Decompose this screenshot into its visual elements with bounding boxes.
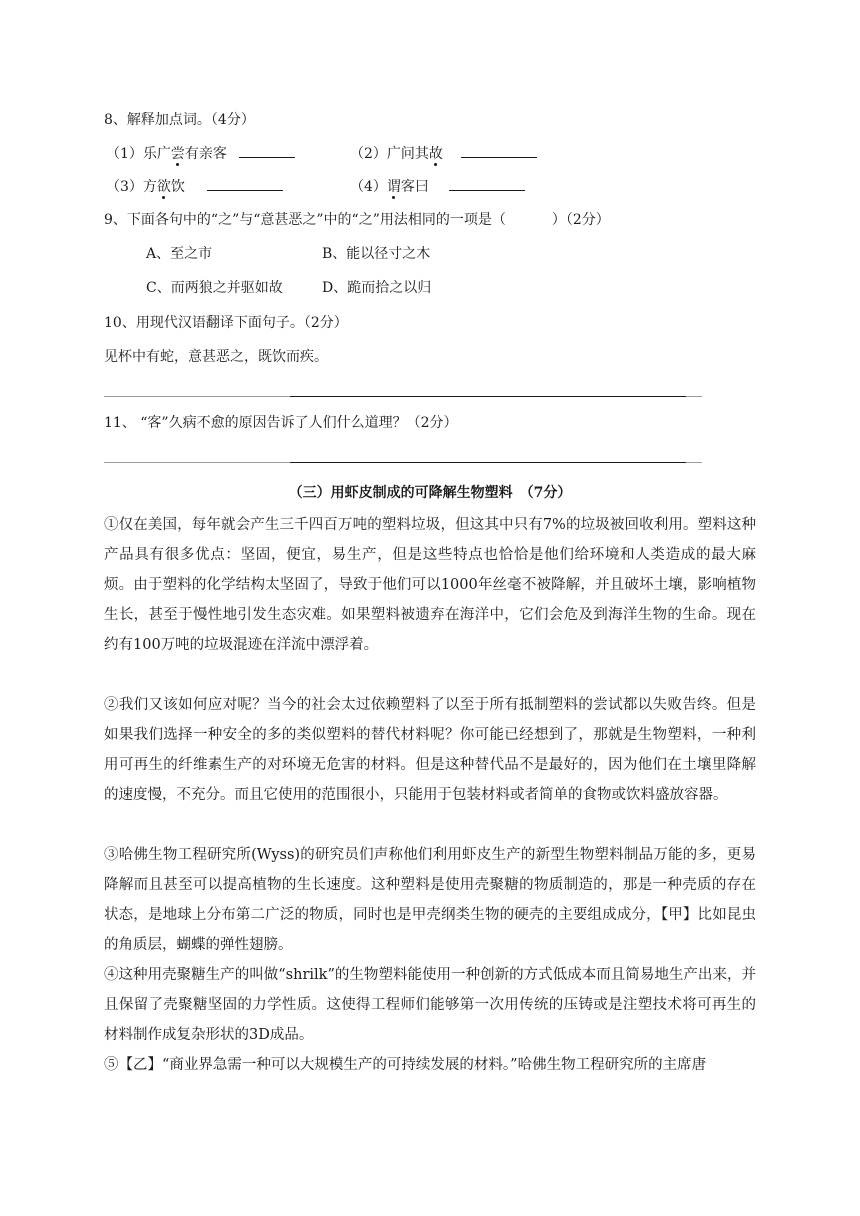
q8-item-1-dotted-word: 尝 bbox=[170, 146, 185, 162]
q8-item-3-prefix: （3）方 bbox=[106, 179, 157, 195]
q9-option-c: C、而两狼之并驱如故 bbox=[146, 280, 283, 296]
q11-answer-line-underline bbox=[290, 462, 686, 463]
paragraph-4: ④这种用壳聚糖生产的叫做“shrilk”的生物塑料能使用一种创新的方式低成本而且简易地生产出来，并且保留了壳聚糖坚固的力学性质。这使得工程师们能够第一次用传统的压铸或是注塑技术将可再生的材料制作成复杂形状的3D成品。 bbox=[104, 967, 756, 1043]
q8-item-4-answer-blank[interactable] bbox=[449, 176, 525, 191]
q9-stem bbox=[104, 210, 610, 230]
q8-item-2 bbox=[350, 143, 537, 164]
q8-item-3-dotted-word: 欲 bbox=[156, 179, 171, 195]
q10-sentence: 见杯中有蛇，意甚恶之，既饮而疾。 bbox=[104, 349, 328, 365]
q8-item-4 bbox=[350, 176, 525, 197]
q11-stem: 11、 “客”久病不愈的原因告诉了人们什么道理？（2分） bbox=[104, 415, 458, 431]
paragraph-2: ②我们又该如何应对呢？当今的社会太过依赖塑料了以至于所有抵制塑料的尝试都以失败告终。但是如果我们选择一种安全的多的类似塑料的替代材料呢？你可能已经想到了，那就是生物塑料，一种利用可再生的纤维素生产的对环境无危害的材料。但是这种替代品不是最好的，因为他们在土壤里降解的速度慢，不充分。而且它使用的范围很小，只能用于包装材料或者简单的食物或饮料盛放容器。 bbox=[104, 697, 756, 803]
q9-score: ）（2分） bbox=[551, 212, 610, 228]
q8-item-2-prefix: （2）广问其 bbox=[350, 146, 429, 162]
q8-item-1-suffix: 有亲客 bbox=[184, 146, 227, 162]
q10-answer-line-underline bbox=[290, 396, 686, 397]
q9-option-b: B、能以径寸之木 bbox=[322, 246, 431, 262]
paragraph-3: ③哈佛生物工程研究所(Wyss)的研究员们声称他们利用虾皮生产的新型生物塑料制品万能的多，更易降解而且甚至可以提高植物的生长速度。这种塑料是使用壳聚糖的物质制造的，那是一种壳质的存在状态，是地球上分布第二广泛的物质，同时也是甲壳纲类生物的硬壳的主要组成成分，【甲】比如昆虫的角质层，蝴蝶的弹性翅膀。 bbox=[104, 847, 756, 953]
q8-item-2-dotted-word: 故 bbox=[428, 146, 443, 162]
paragraph-1: ①仅在美国，每年就会产生三千四百万吨的塑料垃圾，但这其中只有7%的垃圾被回收利用。塑料这种产品具有很多优点：坚固，便宜，易生产，但是这些特点也恰恰是他们给环境和人类造成的最大麻烦。由于塑料的化学结构太坚固了，导致于他们可以1000年丝毫不被降解，并且破坏土壤，影响植物生长，甚至于慢性地引发生态灾难。如果塑料被遗弃在海洋中，它们会危及到海洋生物的生命。现在约有100万吨的垃圾混迹在洋流中漂浮着。 bbox=[104, 517, 756, 653]
q8-item-1-prefix: （1）乐广 bbox=[106, 146, 171, 162]
q9-option-d: D、跪而拾之以归 bbox=[322, 280, 432, 296]
q8-item-4-dotted-word: 谓 bbox=[386, 179, 401, 195]
section-title: （三）用虾皮制成的可降解生物塑料 （7分） bbox=[288, 485, 572, 501]
paragraph-5: ⑤【乙】“商业界急需一种可以大规模生产的可持续发展的材料。”哈佛生物工程研究所的主席唐 bbox=[104, 1057, 707, 1073]
q8-item-4-suffix: 客曰 bbox=[400, 179, 429, 195]
q9-option-a: A、至之市 bbox=[146, 246, 213, 262]
q8-item-3 bbox=[106, 176, 283, 197]
q8-item-3-answer-blank[interactable] bbox=[207, 176, 283, 191]
q8-item-3-suffix: 饮 bbox=[170, 179, 185, 195]
q8-item-2-answer-blank[interactable] bbox=[461, 143, 537, 158]
q8-item-4-prefix: （4） bbox=[350, 179, 387, 195]
q9-stem-text: 9、下面各句中的“之”与“意甚恶之”中的“之”用法相同的一项是（ bbox=[104, 212, 506, 228]
q8-item-1 bbox=[106, 143, 295, 164]
q8-item-1-answer-blank[interactable] bbox=[239, 143, 295, 158]
q10-stem: 10、用现代汉语翻译下面句子。（2分） bbox=[104, 315, 348, 331]
q8-stem: 8、解释加点词。（4分） bbox=[104, 112, 255, 128]
